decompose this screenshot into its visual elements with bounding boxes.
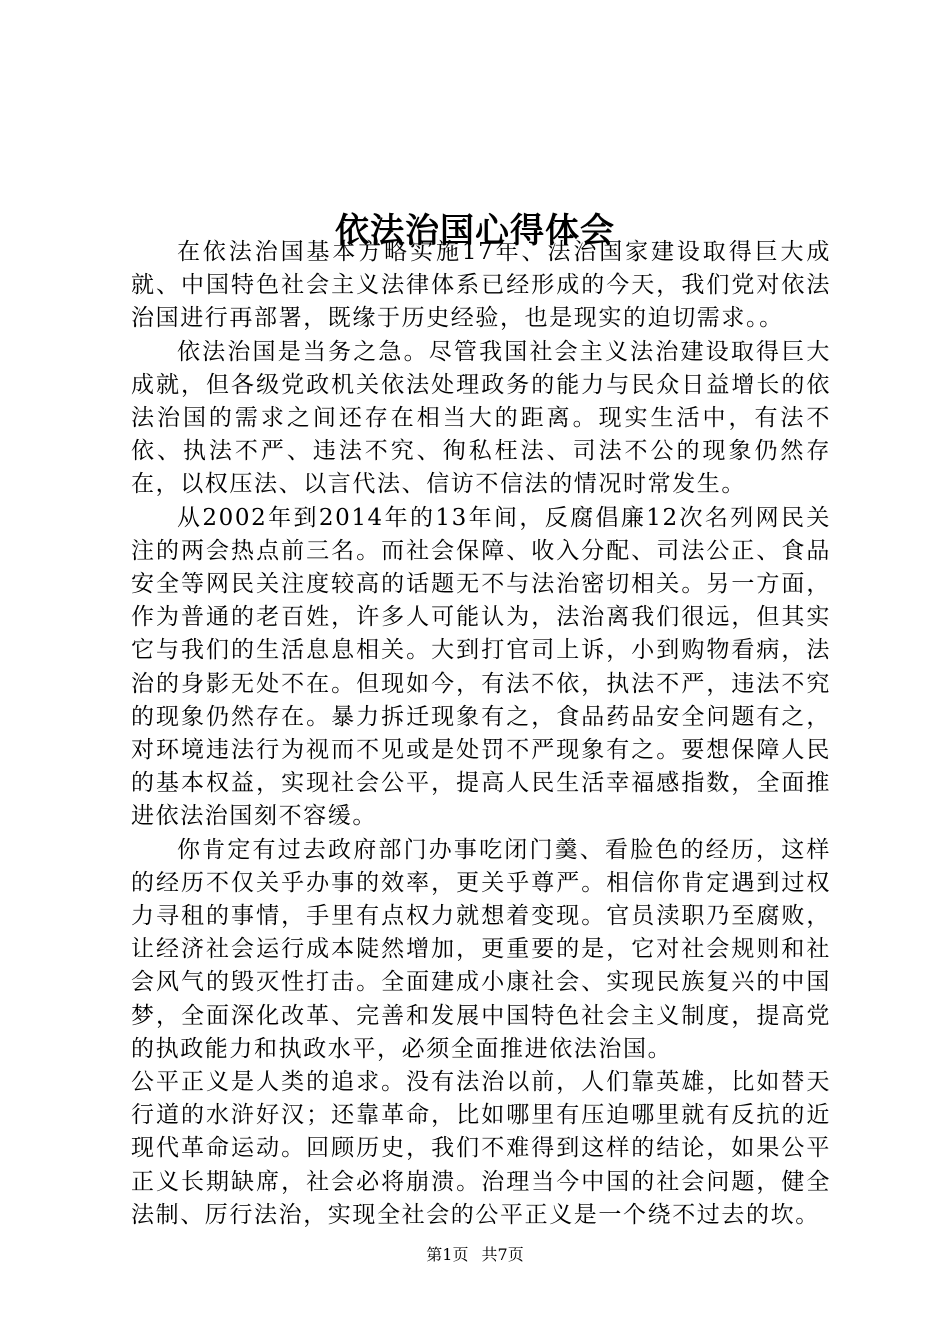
page-total: 共7页 xyxy=(481,1245,524,1264)
document-body xyxy=(131,236,831,1232)
paragraph: 从2002年到2014年的13年间，反腐倡廉12次名列网民关注的两会热点前三名。而社会保障、收入分配、司法公正、食品安全等网民关注度较高的话题无不与法治密切相关。另一方面，作为普通的老百姓，许多人可能认为，法治离我们很远，但其实它与我们的生活息息相关。大到打官司上诉，小到购物看病，法治的身影无处不在。但现如今，有法不依，执法不严，违法不究的现象仍然存在。暴力拆迁现象有之，食品药品安全问题有之，对环境违法行为视而不见或是处罚不严现象有之。要想保障人民的基本权益，实现社会公平，提高人民生活幸福感指数，全面推进依法治国刻不容缓。 xyxy=(131,504,831,830)
paragraph: 依法治国是当务之急。尽管我国社会主义法治建设取得巨大成就，但各级党政机关依法处理政务的能力与民众日益增长的依法治国的需求之间还存在相当大的距离。现实生活中，有法不依、执法不严、违法不究、徇私枉法、司法不公的现象仍然存在，以权压法、以言代法、信访不信法的情况时常发生。 xyxy=(131,338,831,498)
document-title: 依法治国心得体会 xyxy=(335,210,615,251)
paragraph: 你肯定有过去政府部门办事吃闭门羹、看脸色的经历，这样的经历不仅关乎办事的效率，更关乎尊严。相信你肯定遇到过权力寻租的事情，手里有点权力就想着变现。官员渎职乃至腐败，让经济社会运行成本陡然增加，更重要的是，它对社会规则和社会风气的毁灭性打击。全面建成小康社会、实现民族复兴的中国梦，全面深化改革、完善和发展中国特色社会主义制度，提高党的执政能力和执政水平，必须全面推进依法治国。 xyxy=(131,836,831,1062)
page-number: 第1页 xyxy=(426,1245,469,1264)
paragraph: 公平正义是人类的追求。没有法治以前，人们靠英雄，比如替天行道的水浒好汉；还靠革命，比如哪里有压迫哪里就有反抗的近现代革命运动。回顾历史，我们不难得到这样的结论，如果公平正义长期缺席，社会必将崩溃。治理当今中国的社会问题，健全法制、厉行法治，实现全社会的公平正义是一个绕不过去的坎。 xyxy=(131,1069,831,1228)
paragraph: 在依法治国基本方略实施17年、法治国家建设取得巨大成就、中国特色社会主义法律体系已经形成的今天，我们党对依法治国进行再部署，既缘于历史经验，也是现实的迫切需求。。 xyxy=(131,239,831,332)
page-footer xyxy=(0,1244,950,1266)
